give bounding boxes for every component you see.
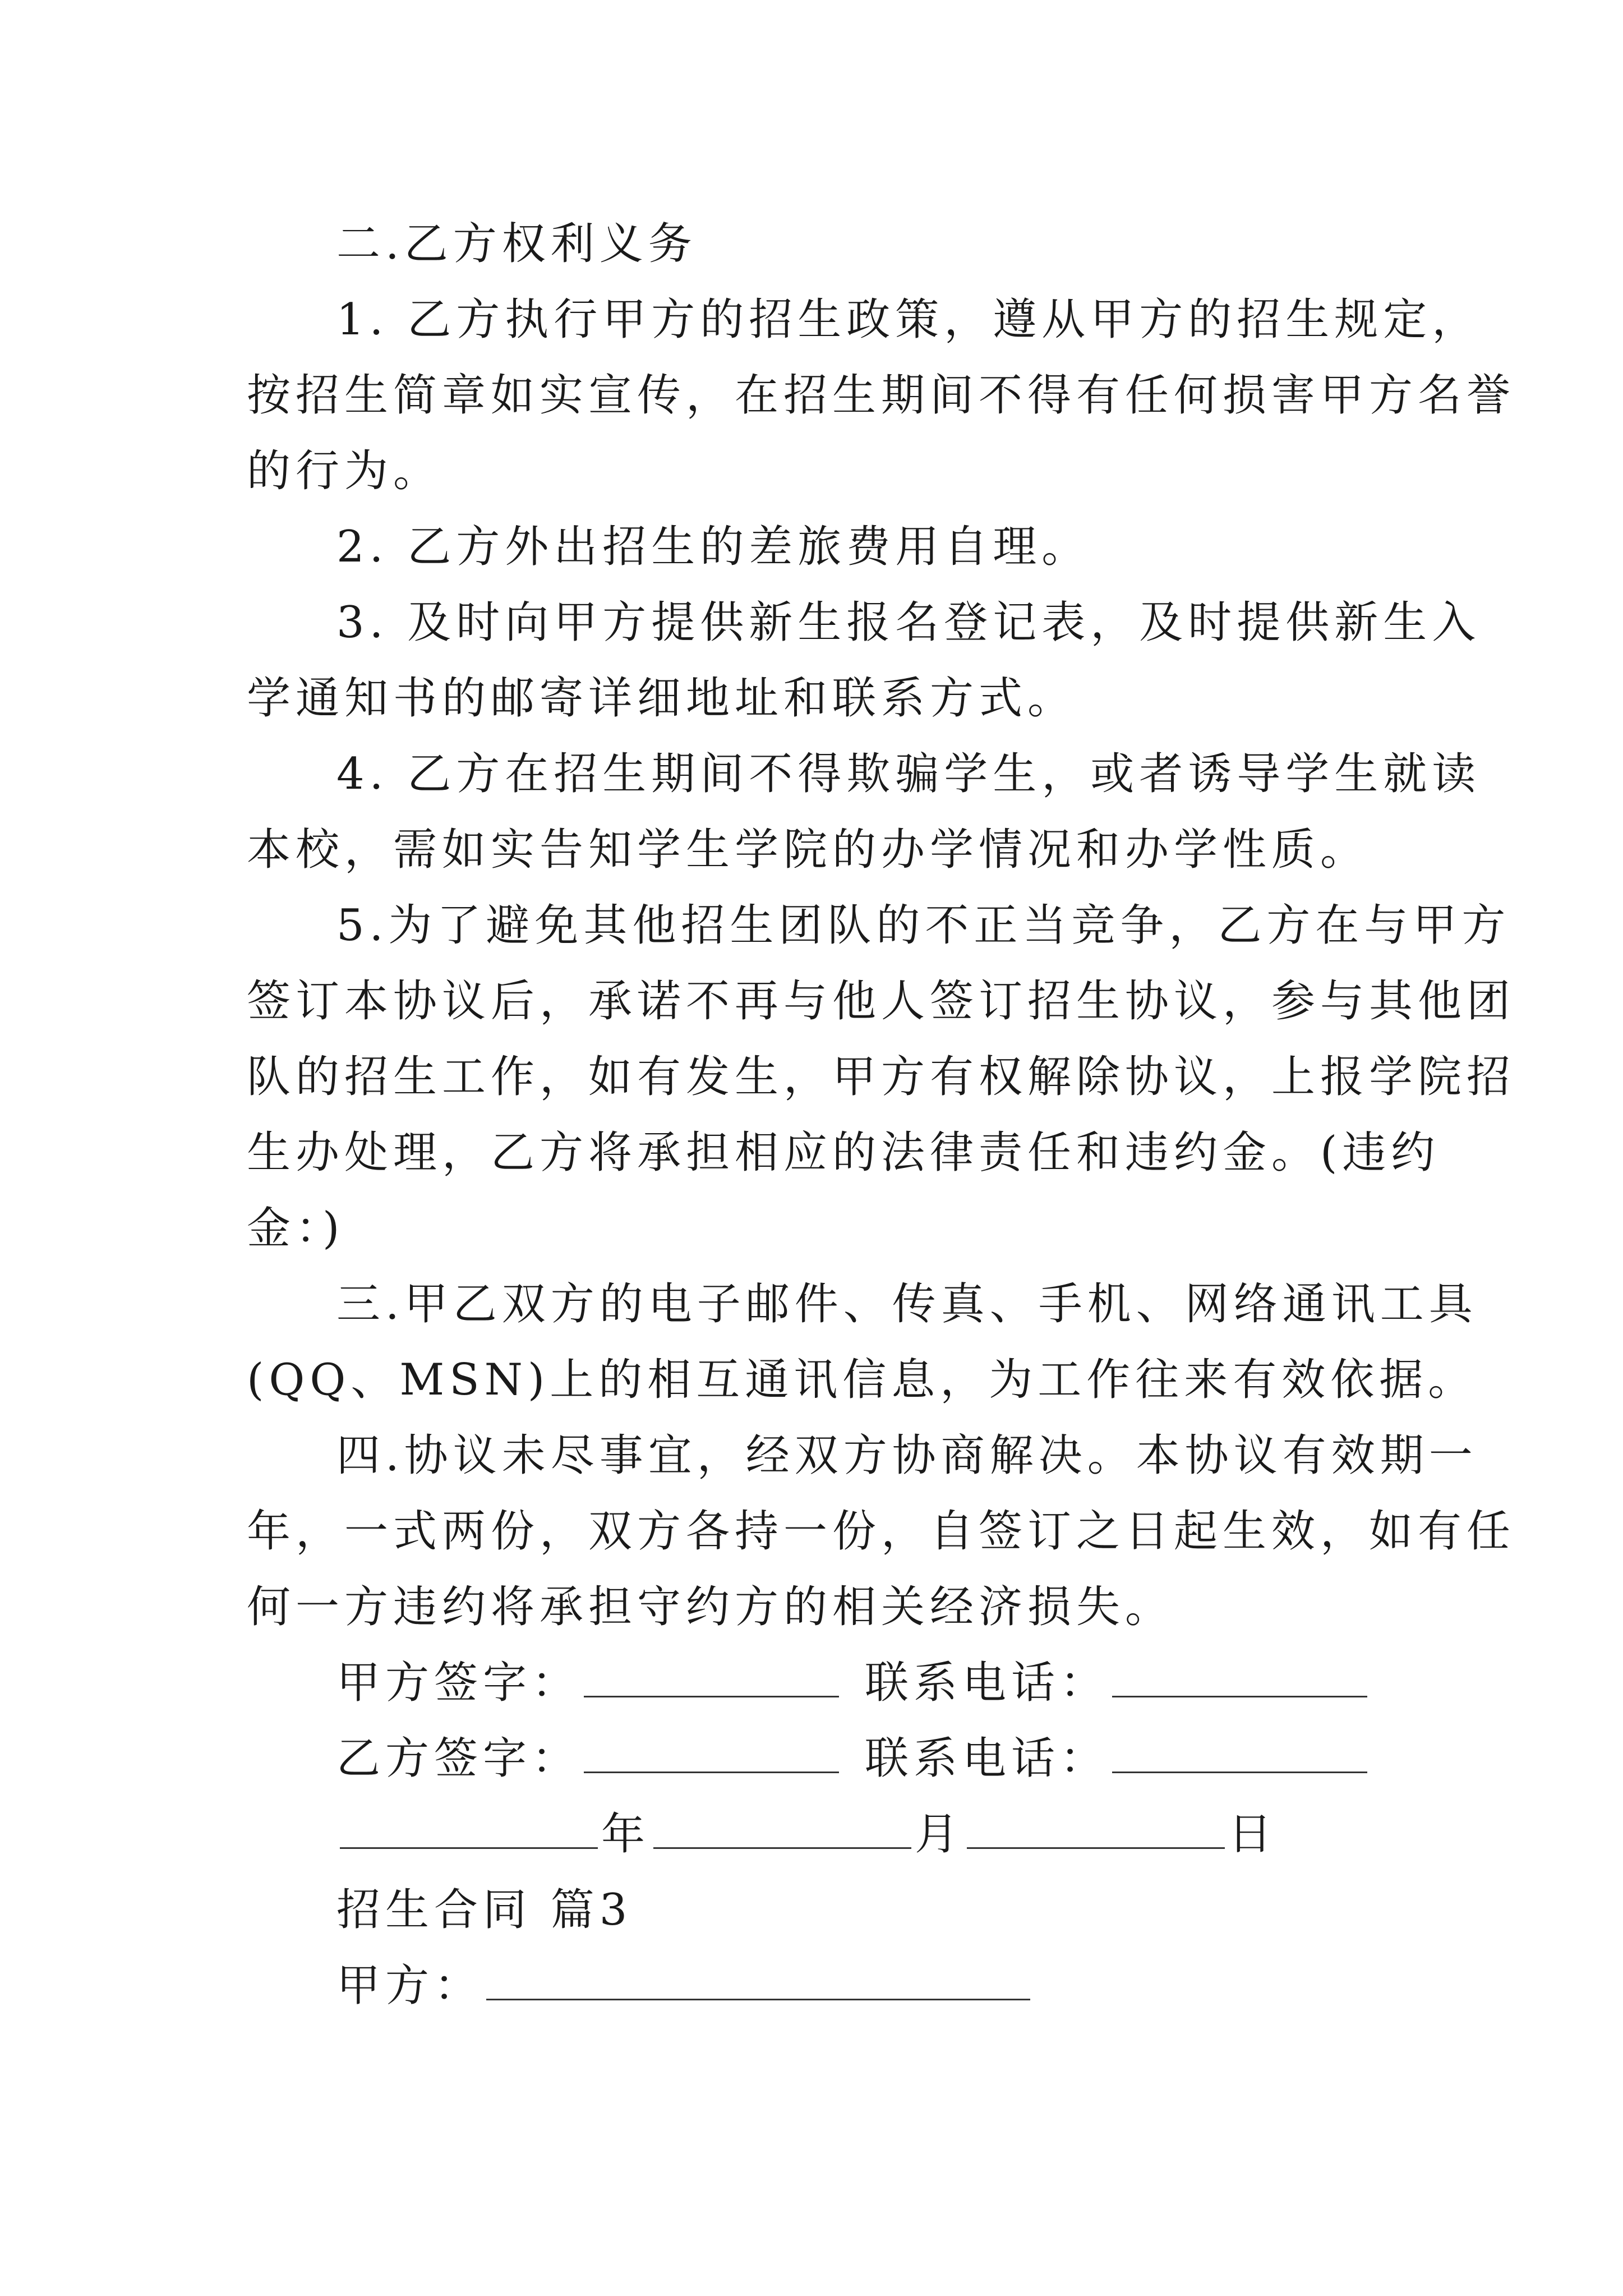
party-b-signature-row	[336, 1731, 1402, 1787]
year-label: 年	[601, 1809, 651, 1860]
item-5-line-4: 生办处理，乙方将承担相应的法律责任和违约金。(违约	[247, 1128, 1440, 1178]
section-4-line-2: 年，一式两份，双方各持一份，自签订之日起生效，如有任	[247, 1506, 1516, 1557]
item-4-line-2: 本校，需如实告知学生学院的办学情况和办学性质。	[247, 825, 1370, 875]
contract-3-party-a-row	[336, 1958, 1402, 2014]
item-1-line-2: 按招生简章如实宣传，在招生期间不得有任何损害甲方名誉	[247, 370, 1516, 421]
month-field[interactable]	[653, 1811, 911, 1849]
item-1-line-1: 1. 乙方执行甲方的招生政策，遵从甲方的招生规定，	[336, 295, 1481, 345]
party-b-phone-field[interactable]	[1112, 1736, 1367, 1773]
party-b-signature-field[interactable]	[584, 1736, 839, 1773]
item-5-line-5: 金：)	[247, 1203, 345, 1254]
party-a-signature-label: 甲方签字：	[336, 1658, 581, 1708]
section-2-heading: 二.乙方权利义务	[336, 219, 697, 269]
item-4-line-1: 4. 乙方在招生期间不得欺骗学生，或者诱导学生就读	[336, 749, 1481, 799]
section-4-line-3: 何一方违约将承担守约方的相关经济损失。	[247, 1582, 1174, 1632]
item-3-line-2: 学通知书的邮寄详细地址和联系方式。	[247, 673, 1077, 724]
day-field[interactable]	[967, 1811, 1225, 1849]
month-label: 月	[915, 1809, 964, 1860]
contract-3-party-a-field[interactable]	[486, 1963, 1030, 2000]
section-3-line-2: (QQ、MSN)上的相互通讯信息，为工作往来有效依据。	[247, 1355, 1477, 1405]
section-3-line-1: 三.甲乙双方的电子邮件、传真、手机、网络通讯工具	[336, 1279, 1478, 1329]
party-a-signature-row	[336, 1655, 1402, 1711]
item-2-line-1: 2. 乙方外出招生的差旅费用自理。	[336, 522, 1091, 572]
item-5-line-1: 5.为了避免其他招生团队的不正当竞争，乙方在与甲方	[336, 900, 1511, 951]
year-field[interactable]	[340, 1811, 598, 1849]
day-label: 日	[1228, 1809, 1278, 1860]
item-1-line-3: 的行为。	[247, 446, 442, 496]
item-5-line-3: 队的招生工作，如有发生，甲方有权解除协议，上报学院招	[247, 1052, 1516, 1102]
item-3-line-1: 3. 及时向甲方提供新生报名登记表，及时提供新生入	[336, 597, 1481, 648]
party-b-phone-label: 联系电话：	[865, 1733, 1109, 1784]
item-5-line-2: 签订本协议后，承诺不再与他人签订招生协议，参与其他团	[247, 976, 1516, 1027]
contract-3-party-a-label: 甲方：	[336, 1961, 483, 2011]
party-a-phone-field[interactable]	[1112, 1660, 1367, 1697]
date-row	[336, 1806, 1402, 1862]
party-a-signature-field[interactable]	[584, 1660, 839, 1697]
party-b-signature-label: 乙方签字：	[336, 1733, 581, 1784]
section-4-line-1: 四.协议未尽事宜，经双方协商解决。本协议有效期一	[336, 1430, 1478, 1481]
party-a-phone-label: 联系电话：	[865, 1658, 1109, 1708]
contract-3-title: 招生合同 篇3	[336, 1885, 633, 1935]
